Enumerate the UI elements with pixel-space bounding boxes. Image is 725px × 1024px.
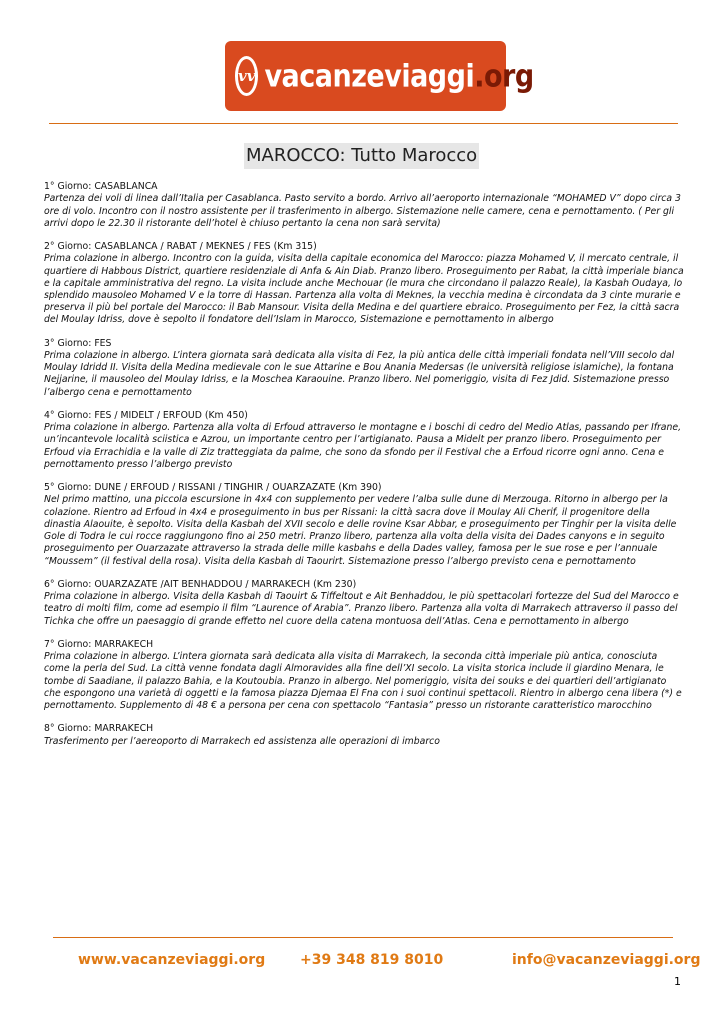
day-heading: 5° Giorno: DUNE / ERFOUD / RISSANI / TINGHIR / OUARZAZATE (Km 390) <box>44 482 382 494</box>
day-section <box>44 482 684 568</box>
logo-main-text: vacanzeviaggi <box>264 58 475 94</box>
logo-wordmark <box>264 58 533 94</box>
day-section <box>44 410 684 471</box>
day-description: Prima colazione in albergo. L’intera giornata sarà dedicata alla visita di Fez, la più antica delle città imperiali fondata nell’VIII secolo dal Moulay Idridd II. Visita della Medina medievale con le sue Attarine e Bou Anania Medersas (le università religiose islamiche), la fontana Nejjarine, il mausoleo del Moulay Idriss, e la Moschea Karaouine. Pranzo libero. Nel pomeriggio, visita di Fez Jdid. Sistemazione presso l’albergo cena e pernottamento <box>44 350 675 398</box>
day-heading: 3° Giorno: FES <box>44 337 112 349</box>
brand-logo <box>225 41 534 111</box>
page-number: 1 <box>674 975 681 988</box>
day-description: Trasferimento per l’aereoporto di Marrakech ed assistenza alle operazioni di imbarco <box>44 735 440 747</box>
day-section <box>44 181 684 230</box>
footer-phone[interactable]: +39 348 819 8010 <box>300 952 444 968</box>
footer-website-link[interactable]: www.vacanzeviaggi.org <box>78 952 266 968</box>
logo-emblem-icon <box>235 56 258 96</box>
day-section <box>44 241 684 327</box>
day-heading: 2° Giorno: CASABLANCA / RABAT / MEKNES / FES (Km 315) <box>44 241 317 253</box>
day-description: Prima colazione in albergo. Visita della Kasbah di Taouirt & Tiffeltout e Ait Benhaddou, le più spettacolari fortezze del Sud del Marocco e teatro di molti film, come ad esempio il film “Laurence of Arabia”. Pranzo libero. Partenza alla volta di Marrakech attraverso il passo del Tichka che offre un paesaggio di grande effetto nel cuore della catena montuosa dell’Atlas. Cena e pernottamento in albergo <box>44 591 679 627</box>
page-title: MAROCCO: Tutto Marocco <box>244 143 479 169</box>
day-section <box>44 639 684 712</box>
day-heading: 8° Giorno: MARRAKECH <box>44 723 154 735</box>
day-heading: 7° Giorno: MARRAKECH <box>44 638 154 650</box>
day-description: Partenza dei voli di linea dall’Italia per Casablanca. Pasto servito a bordo. Arrivo all’aeroporto internazionale “MOHAMED V” dopo circa 3 ore di volo. Incontro con il nostro assistente per il trasferimento in albergo. Sistemazione nelle camere, cena e pernottamento. ( Per gli arrivi dopo le 22.30 il ristorante dell’hotel è chiuso pertanto la cena non sarà servita) <box>44 193 681 229</box>
day-description: Nel primo mattino, una piccola escursione in 4x4 con supplemento per vedere l’alba sulle dune di Merzouga. Ritorno in albergo per la colazione. Rientro ad Erfoud in 4x4 e proseguimento in bus per Rissani: la città sacra dove il Moulay Ali Cherif, il progenitore della dinastia Alaouite, è sepolto. Visita della Kasbah del XVII secolo e delle rovine Ksar Abbar, e proseguimento per Tinghir per la visita delle Gole di Todra le cui rocce raggiungono fino ai 250 metri. Pranzo libero, partenza alla volta della visita dei Dades canyons e in seguito proseguimento per Ouarzazate attraverso la strada delle mille kasbahs e della Dades valley, famosa per le sue rose e per l’annuale “Moussem” (il festival della rosa). Visita della Kasbah di Taourirt. Sistemazione presso l’albergo previsto cena e pernottamento <box>44 494 677 567</box>
footer-divider <box>53 937 673 938</box>
itinerary <box>44 181 684 759</box>
footer-email-link[interactable]: info@vacanzeviaggi.org <box>512 952 701 968</box>
day-description: Prima colazione in albergo. L’intera giornata sarà dedicata alla visita di Marrakech, la seconda città imperiale più antica, conosciuta come la perla del Sud. La città venne fondata dagli Almoravides alla fine dell’XI secolo. La visita storica include il giardino Menara, le tombe di Saadiane, il palazzo Bahia, e la Koutoubia. Pranzo in albergo. Nel pomeriggio, visita dei souks e dei quartieri dell’artigianato che espongono una varietà di oggetti e la famosa piazza Djemaa El Fna con i suoi continui spettacoli. Rientro in albergo cena libera (*) e pernottamento. Supplemento di 48 € a persona per cena con spettacolo “Fantasia” presso un ristorante caratteristico marocchino <box>44 651 682 711</box>
day-section <box>44 723 684 748</box>
day-description: Prima colazione in albergo. Partenza alla volta di Erfoud attraverso le montagne e i boschi di cedro del Medio Atlas, passando per Ifrane, un’incantevole località sciistica e Azrou, un importante centro per l’artigianato. Pausa a Midelt per pranzo libero. Proseguimento per Erfoud via Errachidia e la valle di Ziz tratteggiata da palme, che sono da sfondo per il Festival che a Erfoud ricorre ogni anno. Cena e pernottamento presso l’albergo previsto <box>44 422 682 470</box>
day-description: Prima colazione in albergo. Incontro con la guida, visita della capitale economica del Marocco: piazza Mohamed V, il mercato centrale, il quartiere di Habbous District, quartiere residenziale di Anfa & Ain Diab. Pranzo libero. Proseguimento per Rabat, la città imperiale bianca e la capitale amministrativa del regno. La visita include anche Mechouar (le mura che circondano il palazzo Reale), la Kasbah Oudaya, lo splendido mausoleo Mohamed V e la torre di Hassan. Partenza alla volta di Meknes, la vecchia medina è circondata da 3 cinte murarie e preserva il più bel portale del Marocco: il Bab Mansour. Visita della Medina e del quartiere ebraico. Proseguimento per Fez, la città sacra del Moulay Idriss, dove è sepolto il fondatore dell’Islam in Marocco, Sistemazione e pernottamento in albergo <box>44 253 684 326</box>
day-section <box>44 338 684 399</box>
logo-symbol: vv <box>238 67 256 85</box>
header-divider <box>49 123 678 124</box>
day-section <box>44 579 684 628</box>
day-heading: 1° Giorno: CASABLANCA <box>44 181 158 192</box>
logo-tld-text: .org <box>474 58 534 94</box>
day-heading: 4° Giorno: FES / MIDELT / ERFOUD (Km 450) <box>44 409 248 421</box>
day-heading: 6° Giorno: OUARZAZATE /AIT BENHADDOU / MARRAKECH (Km 230) <box>44 578 357 590</box>
